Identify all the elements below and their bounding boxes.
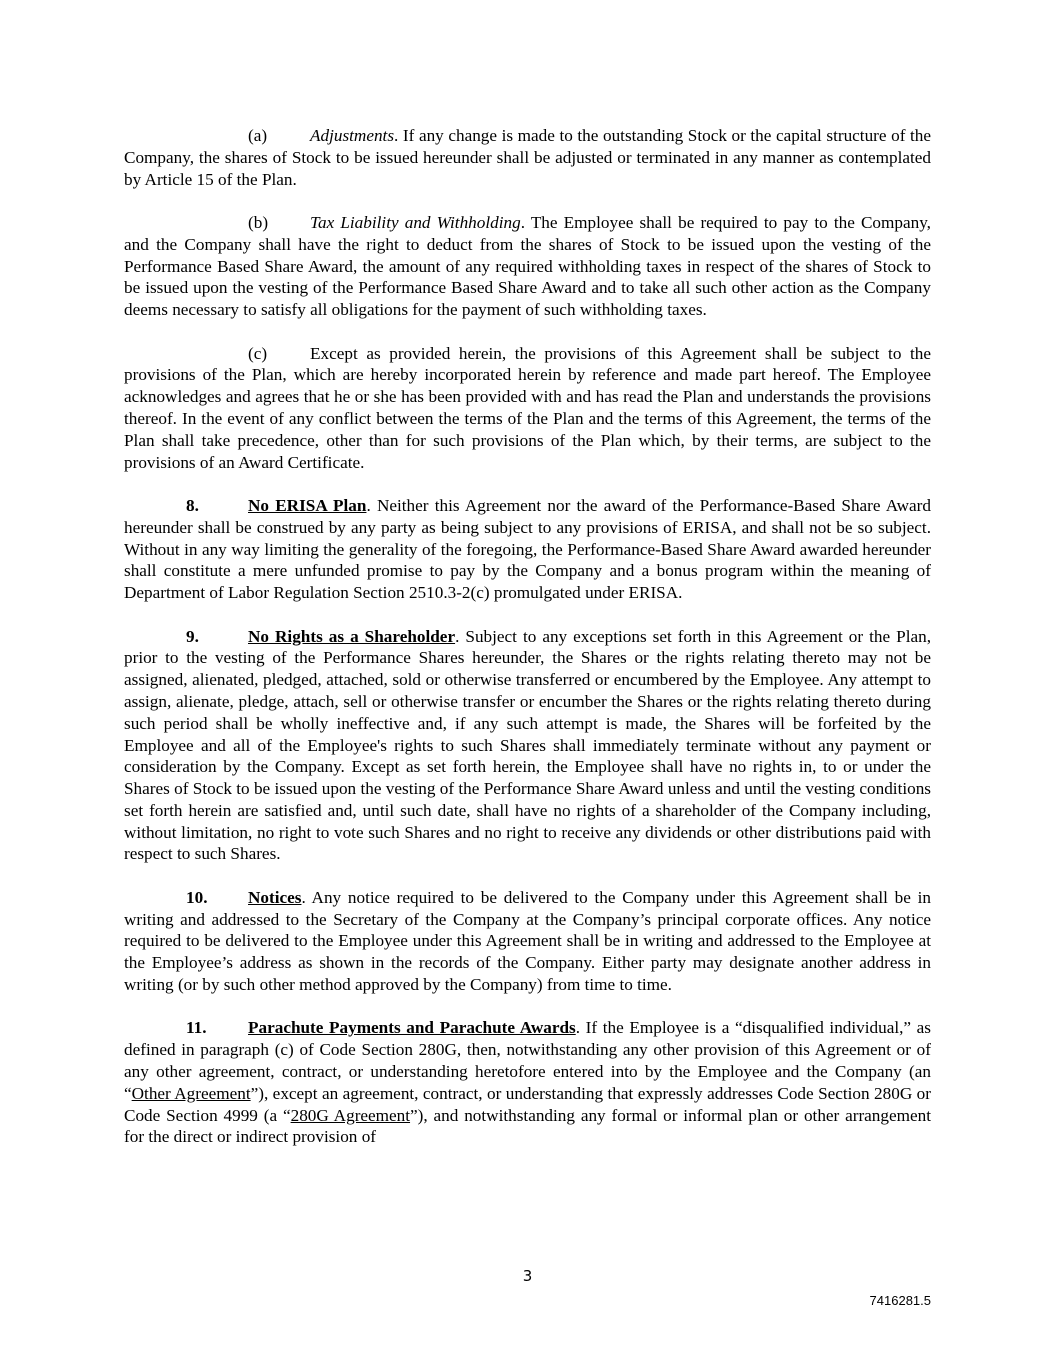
section-9-number: 9. bbox=[186, 626, 199, 646]
paragraph-c-text: Except as provided herein, the provisions of this Agreement shall be subject to the provisions of the Plan, which are hereby incorporated herein by reference and made part hereof. The Employee acknowledges and agrees that he or she has been provided with and has read the Plan and understands the provisions thereof. In the event of any conflict between the terms of the Plan and the terms of this Agreement, the terms of the Plan shall take precedence, other than for such provisions of the Plan which, by their terms, are subject to the provisions of an Award Certificate. bbox=[124, 343, 931, 472]
page-number: 3 bbox=[522, 1267, 533, 1285]
section-8-number: 8. bbox=[186, 495, 199, 515]
section-11 bbox=[124, 1017, 931, 1148]
section-10-number: 10. bbox=[186, 887, 208, 907]
paragraph-a-text: . If any change is made to the outstanding Stock or the capital structure of the Company, the shares of Stock to be issued hereunder shall be adjusted or terminated in any manner as contemplated by Article 15 of the Plan. bbox=[124, 126, 931, 189]
section-9-heading: No Rights as a Shareholder bbox=[248, 626, 456, 646]
document-id: 7416281.5 bbox=[869, 1293, 931, 1308]
section-8-text: . Neither this Agreement nor the award of the Performance-Based Share Award hereunder shall be construed by any party as being subject to any provisions of ERISA, and shall not be so subject. Without in any way limiting the generality of the foregoing, the Performance-Based Share Award awarded hereunder shall constitute a mere unfunded promise to pay by the Company and a bonus program within the meaning of Department of Labor Regulation Section 2510.3-2(c) promulgated under ERISA. bbox=[124, 495, 931, 603]
paragraph-a bbox=[124, 125, 931, 190]
defined-term-other-agreement: Other Agreement bbox=[131, 1083, 251, 1103]
defined-term-280g-agreement: 280G Agreement bbox=[290, 1105, 411, 1125]
section-9-text: . Subject to any exceptions set forth in this Agreement or the Plan, prior to the vesting of the Performance Shares hereunder, the Shares or the rights relating thereto may not be assigned, alienated, pledged, attached, sold or otherwise transferred or encumbered by the Employee. Any attempt to assign, alienate, pledge, attach, sell or otherwise transfer or encumber the Shares or the rights relating thereto during such period shall be wholly ineffective and, if any such attempt is made, the Shares will be forfeited by the Employee and all of the Employee's rights to such Shares shall immediately terminate without any payment or consideration by the Company. Except as set forth herein, the Employee shall have no rights in, to or under the Shares of Stock to be issued upon the vesting of the Performance Share Award unless and until the vesting conditions set forth herein are satisfied and, until such date, shall have no rights of a shareholder of the Company including, without limitation, no right to vote such Shares and no right to receive any dividends or other distributions paid with respect to such Shares. bbox=[124, 626, 931, 864]
section-11-text-2: ”), except an agreement, contract, or understanding that expressly addresses Code Section 280G or Code Section 4999 (a “ bbox=[124, 1083, 931, 1125]
section-10-text: . Any notice required to be delivered to the Company under this Agreement shall be in writing and addressed to the Secretary of the Company at the Company’s principal corporate offices. Any notice required to be delivered to the Employee under this Agreement shall be in writing and addressed to the Employee at the Employee’s address as shown in the records of the Company. Either party may designate another address in writing (or by such other method approved by the Company) from time to time. bbox=[124, 887, 931, 995]
paragraph-b-label: (b) bbox=[248, 212, 269, 232]
section-10 bbox=[124, 887, 931, 996]
paragraph-b-title: Tax Liability and Withholding bbox=[310, 212, 521, 232]
section-9 bbox=[124, 626, 931, 866]
paragraph-b-text: . The Employee shall be required to pay to the Company, and the Company shall have the right to deduct from the shares of Stock to be issued upon the vesting of the Performance Based Share Award, the amount of any required withholding taxes in respect of the shares of Stock to be issued upon the vesting of the Performance Based Share Award and to take all such other action as the Company deems necessary to satisfy all obligations for the payment of such withholding taxes. bbox=[124, 212, 931, 320]
section-11-text-1: . If the Employee is a “disqualified individual,” as defined in paragraph (c) of Code Section 280G, then, notwithstanding any other provision of this Agreement or of any other agreement, contract, or understanding heretofore entered into by the Employee and the Company (an “ bbox=[124, 1018, 931, 1103]
section-11-number: 11. bbox=[186, 1018, 207, 1038]
document-body bbox=[124, 125, 931, 1170]
paragraph-c bbox=[124, 343, 931, 474]
section-11-text-3: ”), and notwithstanding any formal or informal plan or other arrangement for the direct or indirect provision of bbox=[124, 1105, 931, 1147]
section-10-heading: Notices bbox=[248, 887, 302, 907]
paragraph-b bbox=[124, 212, 931, 321]
section-8 bbox=[124, 495, 931, 604]
paragraph-a-label: (a) bbox=[248, 126, 268, 145]
paragraph-a-title: Adjustments bbox=[310, 126, 395, 145]
paragraph-c-label: (c) bbox=[248, 343, 268, 363]
section-8-heading: No ERISA Plan bbox=[248, 495, 367, 515]
section-11-heading: Parachute Payments and Parachute Awards bbox=[248, 1018, 576, 1038]
